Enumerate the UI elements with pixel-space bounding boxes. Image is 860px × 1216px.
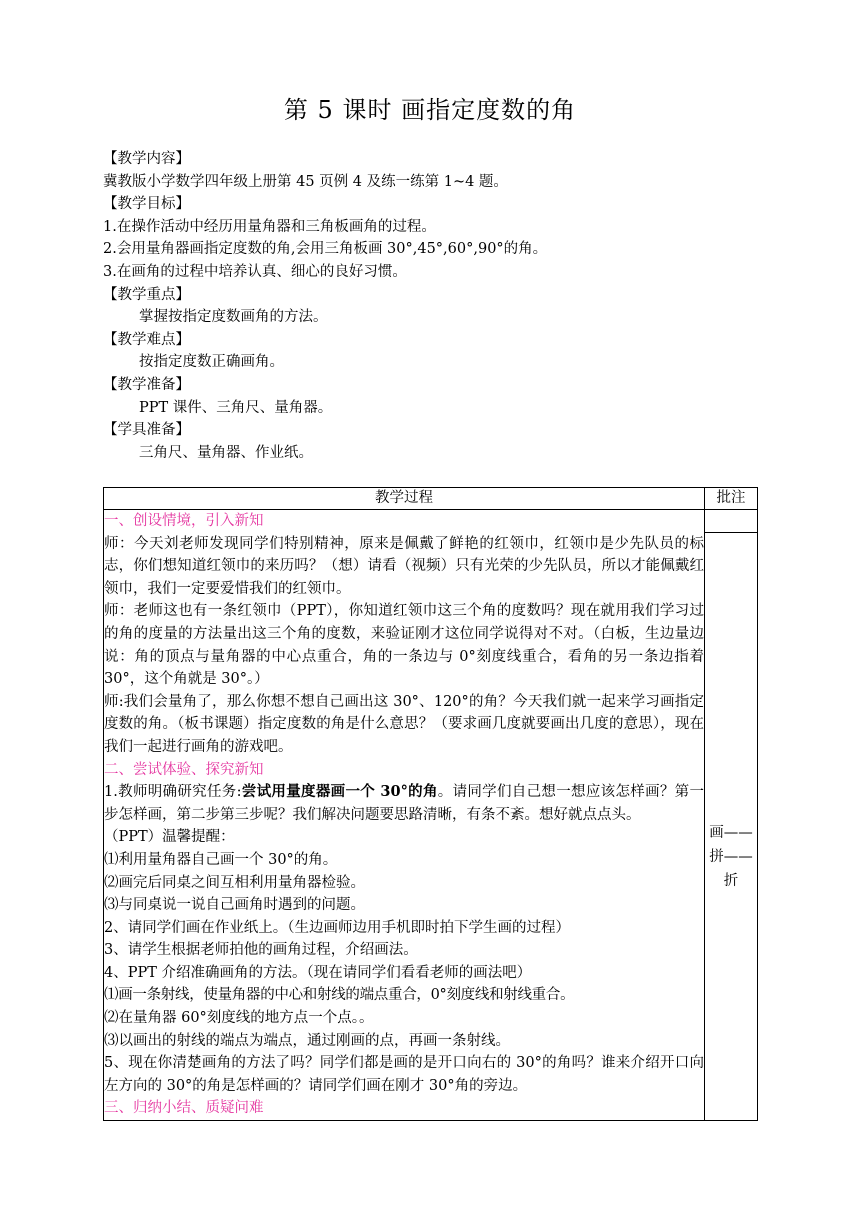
intro-line: 【教学准备】 [103,376,190,393]
paragraph: 师：今天刘老师发现同学们特别精神，原来是佩戴了鲜艳的红领巾，红领巾是少先队员的标志，你们想知道红领巾的来历吗？（想）请看（视频）只有光荣的少先队员，所以才能佩戴红领巾，我们一定要爱惜我们的红领巾。 [104,535,704,597]
paragraph [104,781,704,826]
paragraph: ⑴画一条射线，使量角器的中心和射线的端点重合，0°刻度线和射线重合。 [104,987,575,1004]
note-cell [705,533,758,1121]
paragraph: （PPT）温馨提醒： [104,829,235,846]
intro-line: 【教学难点】 [103,331,190,348]
task-rest: 。请同学们自己想一想应该怎样画？第一步怎样画，第二步第三步呢？我们解决问题要思路清晰，有条不紊。想好就点点头。 [104,784,704,823]
page-title: 第 5 课时 画指定度数的角 [283,96,577,124]
intro-section [103,148,763,464]
paragraph: 2、请同学们画在作业纸上。（生边画师边用手机即时拍下学生画的过程） [104,919,570,936]
paragraph: ⑵画完后同桌之间互相利用量角器检验。 [104,874,365,891]
paragraph: 4、PPT 介绍准确画角的方法。（现在请同学们看看老师的画法吧） [104,964,532,981]
paragraph: ⑶与同桌说一说自己画角时遇到的问题。 [104,897,365,914]
intro-line: 【教学重点】 [103,286,190,303]
intro-line: 掌握按指定度数画角的方法。 [139,309,328,326]
process-table [103,487,758,1121]
paragraph: 5、现在你清楚画角的方法了吗？同学们都是画的是开口向右的 30°的角吗？谁来介绍开口向左方向的 30°的角是怎样画的？请同学们画在刚才 30°角的旁边。 [104,1055,704,1094]
intro-line: 按指定度数正确画角。 [139,354,284,371]
paragraph: ⑵在量角器 60°刻度线的地方点一个点。。 [104,1010,374,1027]
paragraph: ⑶以画出的射线的端点为端点，通过刚画的点，再画一条射线。 [104,1032,510,1049]
section-heading: 一、创设情境，引入新知 [104,513,264,529]
intro-line: 2.会用量角器画指定度数的角,会用三角板画 30°,45°,60°,90°的角。 [103,241,548,258]
header-process: 教学过程 [104,488,705,510]
intro-line: PPT 课件、三角尺、量角器。 [139,399,333,416]
intro-line: 3.在画角的过程中培养认真、细心的良好习惯。 [103,263,407,280]
note-cell-top [705,510,758,533]
paragraph: 师：老师这也有一条红领巾（PPT），你知道红领巾这三个角的度数吗？现在就用我们学习过的角的度量的方法量出这三个角的度数，来验证刚才这位同学说得对不对。（白板，生边量边说：角的顶点与量角器的中心点重合，角的一条边与 0°刻度线重合，看角的另一条边指着 30°，这个角就是 30°。） [104,603,704,688]
paragraph: 3、请学生根据老师拍他的画角过程，介绍画法。 [104,942,418,959]
task-intro: 1.教师明确研究任务: [104,784,242,801]
note-text: 画——拼——折 [709,825,753,889]
section-heading: 三、归纳小结、质疑问难 [104,1100,264,1117]
task-bold: 尝试用量度器画一个 30°的角 [241,783,438,801]
process-body [104,510,705,1121]
intro-line: 【教学内容】 [103,151,190,167]
paragraph: 师:我们会量角了，那么你想不想自己画出这 30°、120°的角？今天我们就一起来学习画指定度数的角。（板书课题）指定度数的角是什么意思？（要求画几度就要画出几度的意思），现在我们一起进行画角的游戏吧。 [104,693,704,755]
paragraph: ⑴利用量角器自己画一个 30°的角。 [104,851,338,868]
intro-line: 【教学目标】 [103,196,190,213]
intro-line: 冀教版小学数学四年级上册第 45 页例 4 及练一练第 1~4 题。 [103,173,508,190]
header-note: 批注 [705,488,758,510]
intro-line: 【学具准备】 [103,422,190,439]
intro-line: 三角尺、量角器、作业纸。 [139,444,313,461]
section-heading: 二、尝试体验、探究新知 [104,761,264,778]
intro-line: 1.在操作活动中经历用量角器和三角板画角的过程。 [103,218,436,235]
